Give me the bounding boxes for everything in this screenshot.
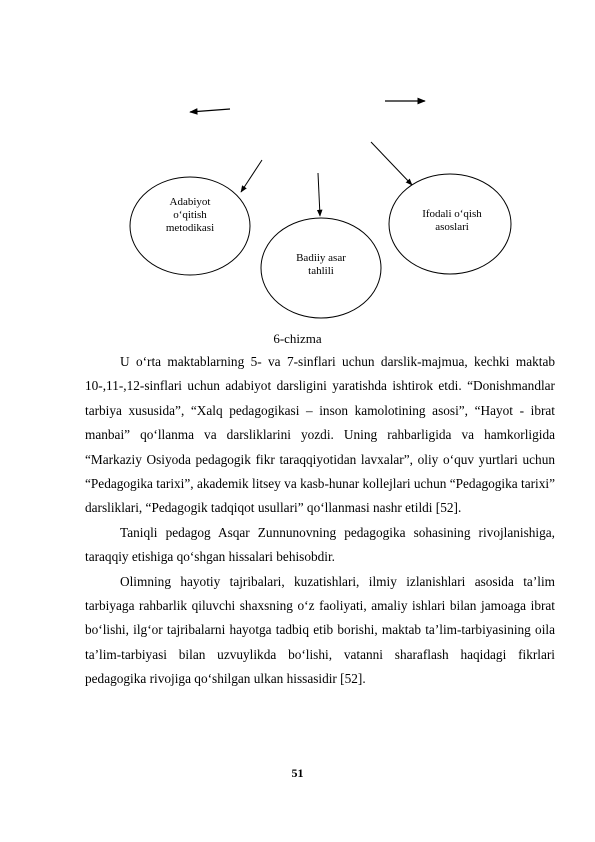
paragraph-3: Olimning hayotiy tajribalari, kuzatishlari, ilmiy izlanishlari asosida ta’lim tarbiyaga rahbarlik qiluvchi shaxsning o‘z faoliyati, amaliy ishlari bilan jamoaga ibrat bo‘lishi, ilg‘or tajribalarni hayotga tadbiq etib borishi, maktab ta’lim-tarbiyasining oila ta’lim-tarbiyasi bilan uzvuylikda bo‘lishi, vatanni sharaflash haqidagi fikrlari pedagogika rivojiga qo‘shilgan ulkan hissasidir [52]. <box>85 573 555 687</box>
node-2-line-2: tahlili <box>308 265 334 277</box>
node-3-line-2: asoslari <box>435 221 469 233</box>
figure-caption: 6-chizma <box>273 331 322 346</box>
paragraph-2: Taniqli pedagog Asqar Zunnunovning pedagogika sohasining rivojlanishiga, taraqqiy etishiga qo‘shgan hissalari behisobdir. <box>85 524 555 565</box>
body-text <box>85 350 555 692</box>
node-1-line-1: Adabiyot <box>169 196 211 208</box>
arrow-to-node-3 <box>371 142 412 185</box>
paragraph-1: U o‘rta maktablarning 5- va 7-sinflari uchun darslik-majmua, kechki maktab 10-,11-,12-sinflari uchun adabiyot darsligini yaratishda ishtirok etdi. “Donishmandlar tarbiya xususida”, “Xalq pedagogikasi – inson kamolotining asosi”, “Hayot - ibrat manbai” qo‘llanma va darsliklarini yozdi. Uning rahbarligida va hamkorligida “Markaziy Osiyoda pedagogik fikr taraqqiyotidan lavxalar”, oliy o‘quv yurtlari uchun “Pedagogika tarixi”, akademik litsey va kasb-hunar kollejlari uchun “Pedagogika tarixi” darsliklari, “Pedagogik tadqiqot usullari” qo‘llanmasi nashr etildi [52]. <box>85 354 555 516</box>
node-2-line-1: Badiiy asar <box>296 252 346 264</box>
arrow-to-node-2 <box>318 173 320 216</box>
arrow-left <box>190 109 230 112</box>
diagram <box>0 0 595 330</box>
page-number: 51 <box>291 766 304 780</box>
arrow-to-node-1 <box>241 160 262 192</box>
node-1-line-2: o‘qitish <box>173 209 207 221</box>
node-3-line-1: Ifodali o‘qish <box>422 208 482 220</box>
node-1-line-3: metodikasi <box>165 222 215 234</box>
